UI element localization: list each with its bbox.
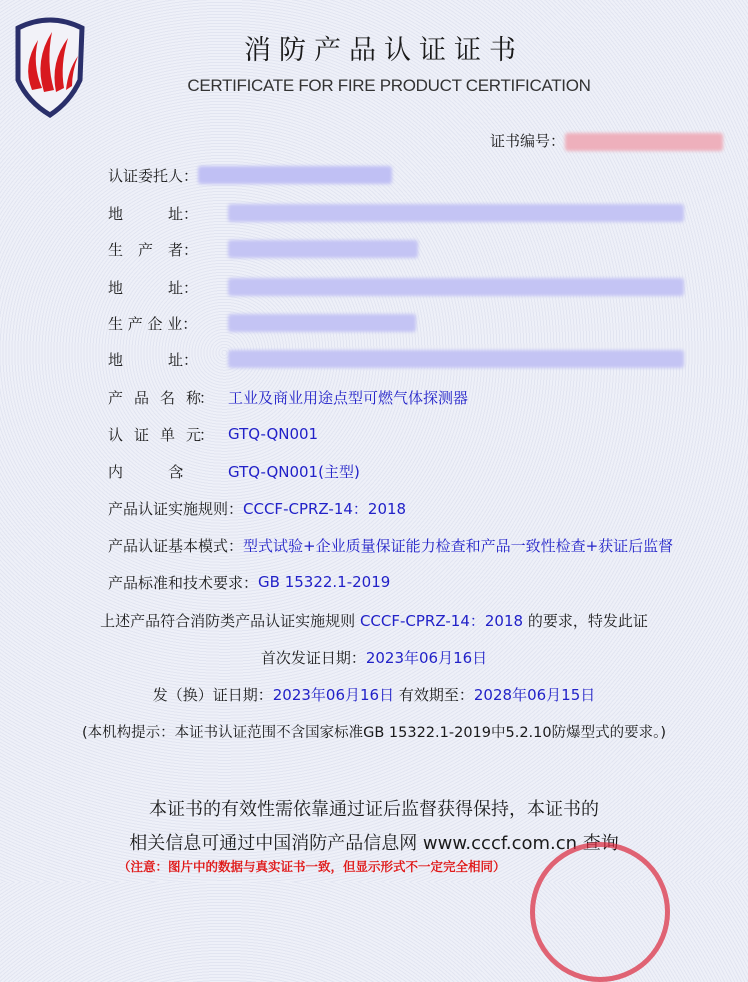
field-applicant: [108, 164, 392, 186]
field-value: 工业及商业用途点型可燃气体探测器: [228, 388, 469, 407]
field-label: 产品认证基本模式：: [108, 536, 244, 555]
field-label: 认证委托人：: [108, 166, 199, 185]
field-cert-unit: [108, 423, 318, 445]
field-label: 地 址：: [108, 350, 199, 369]
field-label: 产品标准和技术要求：: [108, 573, 259, 592]
reissue-label: 发（换）证日期：: [152, 686, 273, 704]
field-rules: [108, 497, 406, 519]
field-value: 型式试验+企业质量保证能力检查和产品一致性检查+获证后监督: [243, 536, 674, 555]
field-manufacturer-address: [108, 276, 684, 298]
field-label: 认 证 单 元：: [108, 425, 213, 444]
field-applicant-address: [108, 202, 684, 224]
field-factory: [108, 312, 416, 334]
field-mode: [108, 534, 673, 556]
field-value: GTQ-QN001: [228, 425, 319, 443]
field-label: 生 产 者：: [108, 240, 199, 259]
footer-line-2: 相关信息可通过中国消防产品信息网 www.cccf.com.cn 查询: [129, 833, 619, 854]
reissue-value: 2023年06月16日: [272, 686, 395, 704]
field-value: CCCF-CPRZ-14：2018: [243, 499, 407, 518]
official-seal: [530, 842, 670, 982]
field-factory-address: [108, 348, 684, 370]
field-label: 生 产 企 业：: [108, 314, 198, 333]
valid-until-label: 有效期至：: [394, 686, 474, 704]
field-label: 地 址：: [108, 204, 199, 223]
first-issue-value: 2023年06月16日: [365, 649, 488, 667]
reissue-date: [0, 684, 748, 705]
redacted-value: [228, 240, 418, 258]
footer-line-1: 本证书的有效性需依靠通过证后监督获得保持，本证书的: [149, 799, 599, 820]
first-issue-date: [0, 647, 748, 668]
field-manufacturer: [108, 238, 418, 260]
redacted-value: [198, 166, 392, 184]
field-value: GB 15322.1-2019: [258, 573, 391, 591]
field-includes: [108, 460, 360, 482]
valid-until-value: 2028年06月15日: [473, 686, 596, 704]
certificate-number: [490, 130, 723, 151]
statement-text: 上述产品符合消防类产品认证实施规则: [100, 612, 360, 630]
statement-text-end: 的要求，特发此证: [523, 612, 648, 630]
first-issue-label: 首次发证日期：: [260, 649, 366, 667]
disclaimer-note: （注意：图片中的数据与真实证书一致，但显示形式不一定完全相同）: [118, 859, 506, 874]
statement: [0, 610, 748, 631]
certificate-title: 消防产品认证证书: [244, 35, 524, 66]
statement-rule: CCCF-CPRZ-14：2018: [359, 612, 524, 630]
field-value: GTQ-QN001(主型): [228, 462, 360, 481]
redacted-value: [228, 350, 684, 368]
redacted-value: [228, 314, 416, 332]
field-label: 产品认证实施规则：: [108, 499, 244, 518]
redacted-value: [228, 278, 684, 296]
redacted-value: [228, 204, 684, 222]
field-standard: [108, 571, 390, 593]
field-product-name: [108, 386, 468, 408]
certificate-subtitle: CERTIFICATE FOR FIRE PRODUCT CERTIFICATION: [187, 76, 591, 95]
redacted-certificate-number: [565, 133, 723, 151]
field-label: 地 址：: [108, 278, 199, 297]
certificate-number-label: 证书编号：: [490, 132, 566, 150]
remark: (本机构提示：本证书认证范围不含国家标准GB 15322.1-2019中5.2.10防爆型式的要求。): [81, 725, 667, 741]
field-label: 产 品 名 称：: [108, 388, 213, 407]
field-label: 内 含：: [108, 462, 189, 481]
